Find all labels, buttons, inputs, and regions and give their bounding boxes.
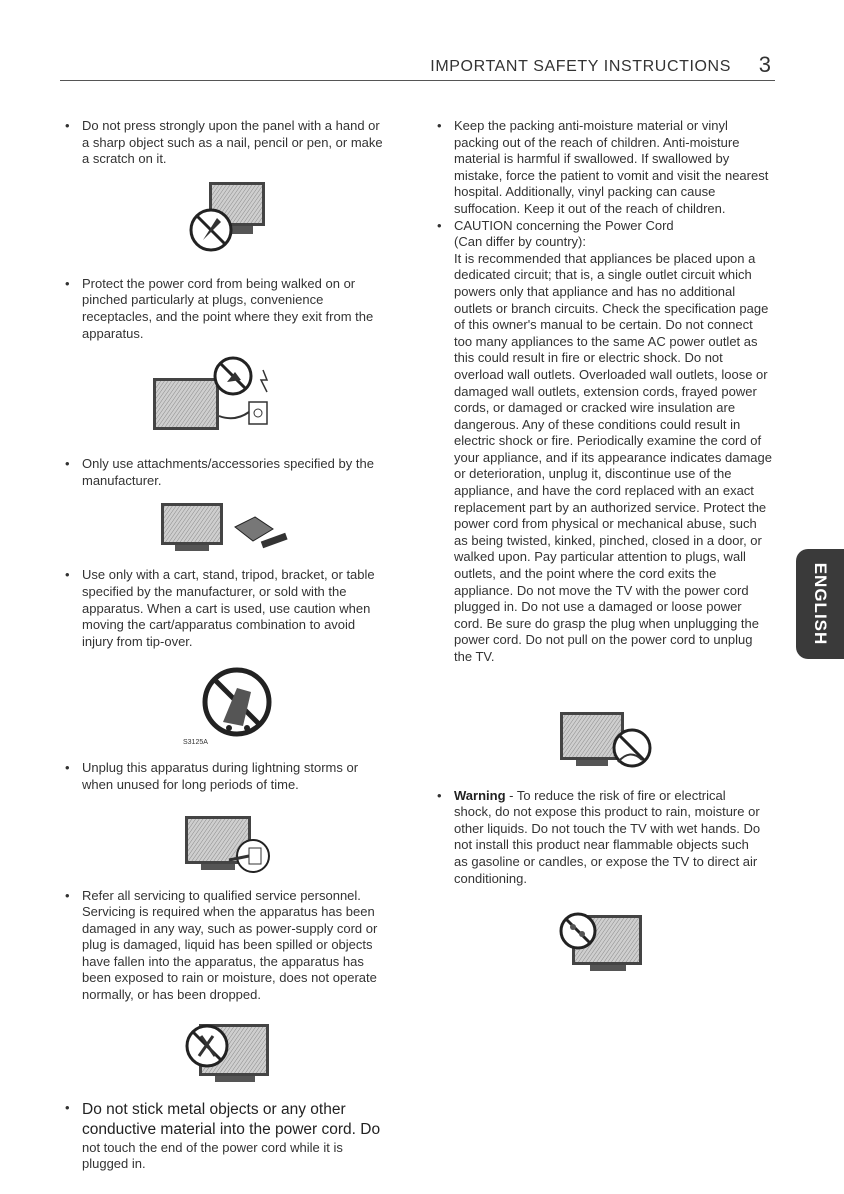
tv-accessories-illustration bbox=[155, 499, 295, 555]
caution-title: CAUTION concerning the Power Cord bbox=[454, 217, 674, 233]
safety-item-servicing: • Refer all servicing to qualified service personnel. Servicing is required when the apparatus has been damaged in any way, such as power-supply cord or plug is damaged, liquid has been spilled or objects have fallen into the apparatus, the apparatus has been exposed to rain or moisture, does not operate normally, or has been dropped. bbox=[60, 888, 382, 1004]
header-title: IMPORTANT SAFETY INSTRUCTIONS bbox=[430, 58, 731, 75]
tv-no-liquid-illustration bbox=[542, 909, 662, 975]
page-number: 3 bbox=[758, 52, 771, 77]
caution-subtitle: (Can differ by country): bbox=[454, 234, 586, 250]
page-header bbox=[60, 54, 775, 81]
tv-power-cord-illustration bbox=[145, 356, 305, 436]
safety-item-accessories: • Only use attachments/accessories specified by the manufacturer. bbox=[60, 456, 382, 489]
safety-item-packing-material: • Keep the packing anti-moisture material or vinyl packing out of the reach of children. Anti-moisture material is harmful if swallowed. If swallowed by mistake, force the patient to vomit and visit the nearest hospital. Additionally, vinyl packing can cause suffocation. Keep it out of the reach of children. bbox=[432, 118, 772, 218]
language-tab[interactable] bbox=[796, 549, 844, 659]
left-column bbox=[60, 118, 390, 1173]
tv-cord-damage-illustration bbox=[542, 706, 662, 772]
tv-no-servicing-illustration bbox=[165, 1020, 285, 1086]
cart-tip-over-warning-icon bbox=[155, 662, 295, 748]
cart-label: S3125A bbox=[183, 739, 208, 747]
caution-body: It is recommended that appliances be placed upon a dedicated circuit; that is, a single outlet circuit which powers only that appliance and has no additional outlets or branch circuits. Check the specification page of this owner's manual to be certain. Do not connect too many appliances to the same AC power outlet as this could result in fire or electric shock. Do not overload wall outlets. Overloaded wall outlets, loose or damaged wall outlets, extension cords, frayed power cords, or damaged or cracked wire insulation are dangerous. Any of these conditions could result in electric shock or fire. Periodically examine the cord of your appliance, and if its appearance indicates damage or deterioration, unplug it, discontinue use of the appliance, and have the cord replaced with an exact replacement part by an authorized service. Protect the power cord from physical or mechanical abuse, such as being twisted, kinked, pinched, closed in a door, or walked upon. Pay particular attention to plugs, wall outlets, and the point where the cord exits the appliance. Do not move the TV with the power cord plugged in. Do not use a damaged or loose power cord. Be sure do grasp the plug when unplugging the power cord. Do not pull on the power cord to unplug the TV. bbox=[454, 250, 772, 664]
safety-item-panel-pressure: • Do not press strongly upon the panel with a hand or a sharp object such as a nail, pencil or pen, or make a scratch on it. bbox=[60, 118, 390, 168]
tv-unplug-illustration bbox=[165, 810, 285, 876]
warning-label: Warning bbox=[454, 787, 506, 803]
safety-item-metal-objects: • Do not stick metal objects or any other conductive material into the power cord. Do not touch the end of the power cord while it is plugged in. bbox=[60, 1100, 382, 1173]
language-tab-label: ENGLISH bbox=[811, 562, 830, 646]
safety-item-unplug-lightning: • Unplug this apparatus during lightning storms or when unused for long periods of time. bbox=[60, 760, 382, 793]
tv-no-sharp-object-illustration bbox=[165, 178, 285, 264]
safety-item-power-cord: • Protect the power cord from being walked on or pinched particularly at plugs, convenience receptacles, and the point where they exit from the apparatus. bbox=[60, 276, 382, 342]
right-column bbox=[432, 118, 772, 975]
safety-item-warning-moisture: • Warning - To reduce the risk of fire or electrical shock, do not expose this product to rain, moisture or other liquids. Do not touch the TV with wet hands. Do not install this product near flammable objects such as gasoline or candles, or expose the TV to direct air conditioning. bbox=[432, 788, 764, 888]
safety-item-power-cord-caution bbox=[432, 218, 772, 666]
safety-item-cart-stand: • Use only with a cart, stand, tripod, bracket, or table specified by the manufacturer, or sold with the apparatus. When a cart is used, use caution when moving the cart/apparatus combination to avoid injury from tip-over. bbox=[60, 567, 382, 650]
